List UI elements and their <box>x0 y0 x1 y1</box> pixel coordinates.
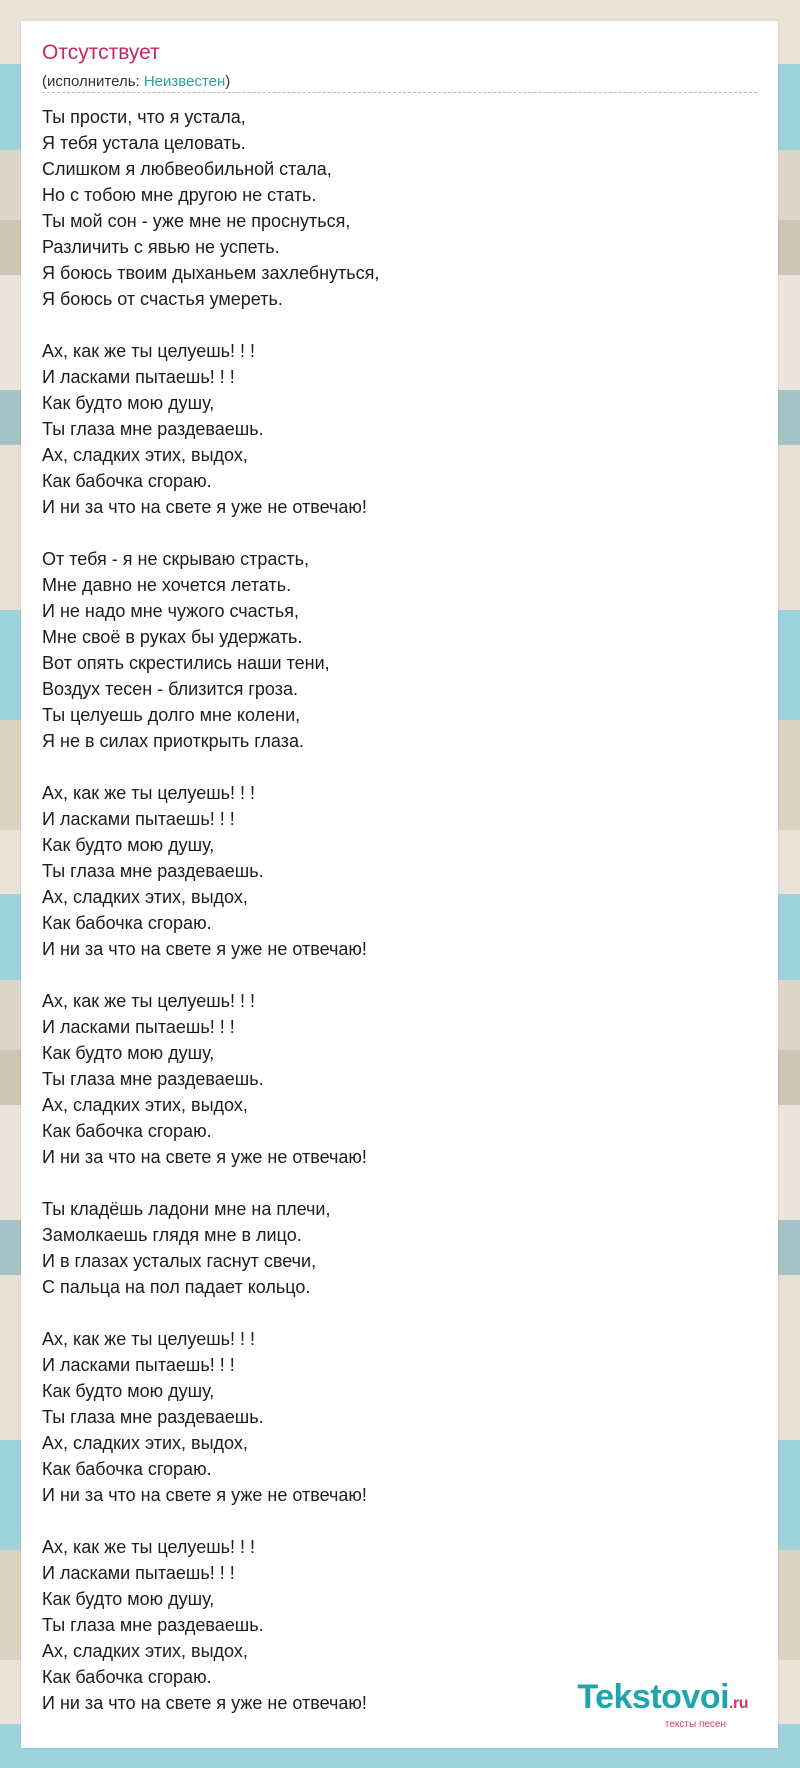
lyrics-card <box>21 21 778 1748</box>
lyric-line: Ах, как же ты целуешь! ! ! <box>42 1537 256 1557</box>
song-title: Отсутствует <box>42 41 160 64</box>
title-divider <box>42 92 757 93</box>
lyric-line: Воздух тесен - близится гроза. <box>42 679 298 699</box>
lyric-line: И не надо мне чужого счастья, <box>42 601 300 621</box>
lyric-line: Ты целуешь долго мне колени, <box>42 705 301 725</box>
lyric-line: Как будто мою душу, <box>42 393 215 413</box>
lyric-line: Ты глаза мне раздеваешь. <box>42 1407 264 1427</box>
stanza-gap <box>42 1508 379 1534</box>
lyric-line: Слишком я любвеобильной стала, <box>42 159 332 179</box>
lyric-line: Как бабочка сгораю. <box>42 1121 212 1141</box>
lyric-line: Как будто мою душу, <box>42 1589 215 1609</box>
logo-tagline: тексты песен <box>664 1719 726 1730</box>
lyric-line: И ласками пытаешь! ! ! <box>42 1563 235 1583</box>
lyric-line: Ты глаза мне раздеваешь. <box>42 1069 264 1089</box>
lyric-line: Ты прости, что я устала, <box>42 107 246 127</box>
lyric-line: Ах, как же ты целуешь! ! ! <box>42 341 256 361</box>
logo-name: Tekstovoi <box>577 1678 730 1716</box>
lyric-line: С пальца на пол падает кольцо. <box>42 1277 311 1297</box>
logo-tld: .ru <box>729 1695 748 1712</box>
lyric-line: Как будто мою душу, <box>42 1043 215 1063</box>
lyric-line: Ты кладёшь ладони мне на плечи, <box>42 1199 331 1219</box>
lyric-line: И ни за что на свете я уже не отвечаю! <box>42 497 367 517</box>
lyric-line: Ах, как же ты целуешь! ! ! <box>42 991 256 1011</box>
lyric-line: И ласками пытаешь! ! ! <box>42 1355 235 1375</box>
lyric-line: И ласками пытаешь! ! ! <box>42 1017 235 1037</box>
lyric-line: Ах, как же ты целуешь! ! ! <box>42 1329 256 1349</box>
performer-prefix: (исполнитель: <box>42 73 144 90</box>
lyric-line: Как будто мою душу, <box>42 835 215 855</box>
lyric-line: Ах, сладких этих, выдох, <box>42 1433 248 1453</box>
lyric-line: И ласками пытаешь! ! ! <box>42 367 235 387</box>
stanza-gap <box>42 520 379 546</box>
stanza-gap <box>42 1300 379 1326</box>
lyric-line: Но с тобою мне другою не стать. <box>42 185 317 205</box>
site-logo[interactable] <box>577 1680 748 1730</box>
lyric-line: И ни за что на свете я уже не отвечаю! <box>42 1147 367 1167</box>
lyric-line: Как будто мою душу, <box>42 1381 215 1401</box>
lyric-line: Я боюсь твоим дыханьем захлебнуться, <box>42 263 380 283</box>
lyric-line: Ах, как же ты целуешь! ! ! <box>42 783 256 803</box>
lyric-line: От тебя - я не скрываю страсть, <box>42 549 310 569</box>
lyric-line: Мне своё в руках бы удержать. <box>42 627 303 647</box>
lyric-line: Как бабочка сгораю. <box>42 1667 212 1687</box>
lyric-line: Ах, сладких этих, выдох, <box>42 1095 248 1115</box>
stanza-gap <box>42 962 379 988</box>
lyric-line: Ах, сладких этих, выдох, <box>42 1641 248 1661</box>
lyric-line: Как бабочка сгораю. <box>42 1459 212 1479</box>
lyric-line: Мне давно не хочется летать. <box>42 575 292 595</box>
performer-suffix: ) <box>225 73 231 90</box>
lyric-line: Различить с явью не успеть. <box>42 237 280 257</box>
lyric-line: Ты глаза мне раздеваешь. <box>42 1615 264 1635</box>
lyric-line: Ты глаза мне раздеваешь. <box>42 419 264 439</box>
lyric-line: Я боюсь от счастья умереть. <box>42 289 283 309</box>
artist-link[interactable]: Неизвестен <box>143 73 226 90</box>
lyric-line: Я не в силах приоткрыть глаза. <box>42 731 304 751</box>
lyric-line: Как бабочка сгораю. <box>42 913 212 933</box>
lyric-line: Замолкаешь глядя мне в лицо. <box>42 1225 302 1245</box>
lyric-line: И ни за что на свете я уже не отвечаю! <box>42 939 367 959</box>
lyric-line: Ах, сладких этих, выдох, <box>42 887 248 907</box>
lyric-line: Я тебя устала целовать. <box>42 133 246 153</box>
lyric-line: И ни за что на свете я уже не отвечаю! <box>42 1693 367 1713</box>
lyric-line: И ласками пытаешь! ! ! <box>42 809 235 829</box>
performer-line <box>42 73 230 90</box>
lyric-line: Ты мой сон - уже мне не проснуться, <box>42 211 351 231</box>
lyric-line: Ты глаза мне раздеваешь. <box>42 861 264 881</box>
lyric-line: И в глазах усталых гаснут свечи, <box>42 1251 317 1271</box>
lyric-line: Ах, сладких этих, выдох, <box>42 445 248 465</box>
stanza-gap <box>42 1170 379 1196</box>
lyric-line: И ни за что на свете я уже не отвечаю! <box>42 1485 367 1505</box>
stanza-gap <box>42 754 379 780</box>
lyrics-text <box>42 104 379 1716</box>
lyric-line: Как бабочка сгораю. <box>42 471 212 491</box>
stanza-gap <box>42 312 379 338</box>
lyric-line: Вот опять скрестились наши тени, <box>42 653 330 673</box>
